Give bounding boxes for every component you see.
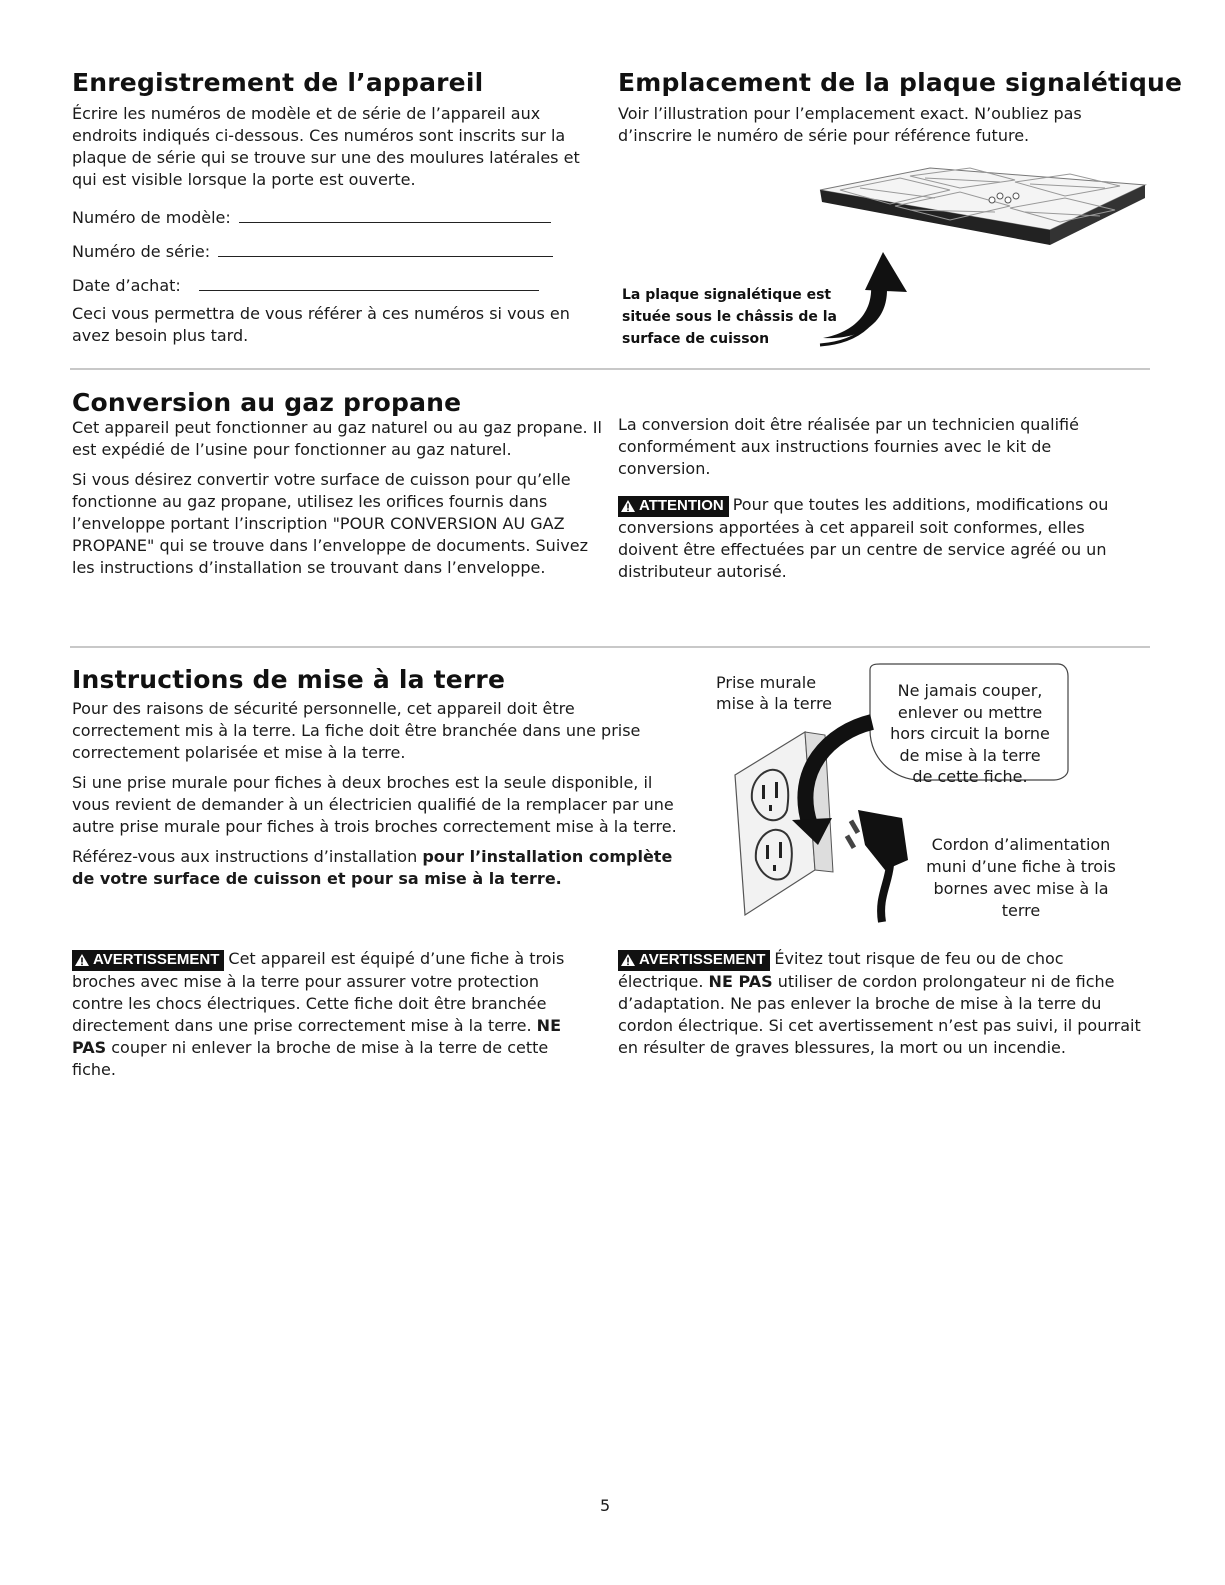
warning-left-badge — [72, 950, 224, 971]
conversion-right-para: La conversion doit être réalisée par un technicien qualifié conformément aux instructions fournies avec le kit de conversion. — [618, 415, 1079, 478]
registration-section — [72, 68, 597, 347]
warning-left-bold: NE PAS — [72, 1015, 561, 1057]
grounding-left — [72, 665, 680, 890]
grounding-para-1: Pour des raisons de sécurité personnelle, cet appareil doit être correctement mis à la terre. La fiche doit être branchée dans une prise correctement polarisée et mise à la terre. — [72, 699, 641, 762]
registration-closing: Ceci vous permettra de vous référer à ces numéros si vous en avez besoin plus tard. — [72, 304, 570, 345]
bubble-line-3: hors circuit la borne — [890, 724, 1050, 743]
callout-line-3: surface de cuisson — [622, 331, 770, 347]
conversion-title: Conversion au gaz propane — [72, 388, 462, 417]
warning-left-text-1: Cet appareil est équipé d’une fiche à trois broches avec mise à la terre pour assurer votre protection contre les chocs électriques. Cette fiche doit être branchée directement dans une prise correctement mise à la terre. — [72, 949, 565, 1035]
warning-left-text-2: couper ni enlever la broche de mise à la terre de cette fiche. — [72, 1037, 549, 1079]
warning-right-badge — [618, 950, 770, 971]
serial-number-label: Numéro de série: — [72, 242, 211, 261]
attention-badge — [618, 496, 729, 517]
warning-right — [618, 948, 1143, 1059]
bubble-line-5: de cette fiche. — [912, 767, 1028, 786]
section-divider-2 — [70, 646, 1150, 648]
attention-notice — [618, 494, 1128, 583]
warning-triangle-icon — [620, 499, 636, 513]
conversion-para-2: Si vous désirez convertir votre surface de cuisson pour qu’elle fonctionne au gaz propane, utilisez les orifices fournis dans l’enveloppe portant l’inscription "POUR CONVERSION AU GAZ PROPANE" qui se trouve dans l’enveloppe de documents. Suivez les instructions d’installation se trouvant dans l’enveloppe. — [72, 470, 588, 577]
nameplate-body: Voir l’illustration pour l’emplacement exact. N’oubliez pas d’inscrire le numéro de série pour référence future. — [618, 104, 1082, 145]
model-number-label: Numéro de modèle: — [72, 208, 231, 227]
serial-number-line[interactable] — [218, 256, 553, 257]
warning-right-label: AVERTISSEMENT — [639, 951, 766, 968]
purchase-date-field[interactable] — [72, 261, 597, 295]
cord-line-2: muni d’une fiche à trois — [926, 857, 1116, 876]
grounding-title: Instructions de mise à la terre — [72, 665, 506, 694]
warning-left — [72, 948, 592, 1081]
grounding-para-3-start: Référez-vous aux instructions d’installation — [72, 847, 423, 866]
grounding-para-3 — [72, 846, 680, 890]
warning-right-text-1: Évitez tout risque de feu ou de choc électrique. — [618, 949, 1064, 991]
callout-line-2: située sous le châssis de la — [622, 309, 837, 325]
grounding-para-2: Si une prise murale pour fiches à deux broches est la seule disponible, il vous revient de demander à un électricien qualifié de la remplacer par une autre prise murale pour fiches à trois broches correctement mise à la terre. — [72, 773, 677, 836]
bubble-line-4: de mise à la terre — [899, 745, 1041, 765]
attention-label: ATTENTION — [639, 497, 724, 514]
warning-left-label: AVERTISSEMENT — [93, 951, 220, 968]
bubble-text — [870, 680, 1070, 788]
warning-right-text-2: utiliser de cordon prolongateur ni de fiche d’adaptation. Ne pas enlever la broche de mise à la terre du cordon électrique. Si cet avertissement n’est pas suivi, il pourrait en résulter de graves blessures, la mort ou un incendie. — [618, 971, 1141, 1057]
cord-line-1: Cordon d’alimentation — [931, 835, 1111, 854]
warning-right-bold: NE PAS — [708, 971, 773, 991]
conversion-para-1: Cet appareil peut fonctionner au gaz naturel ou au gaz propane. Il est expédié de l’usine pour fonctionner au gaz naturel. — [72, 418, 602, 459]
purchase-date-line[interactable] — [199, 290, 539, 291]
model-number-field[interactable] — [72, 193, 597, 227]
outlet-label-line-1: Prise murale — [716, 673, 817, 692]
outlet-label-line-2: mise à la terre — [716, 694, 833, 713]
callout-line-1: La plaque signalétique est — [622, 287, 832, 303]
cord-label — [912, 834, 1130, 922]
grounding-para-3-bold: pour l’installation complète de votre surface de cuisson et pour sa mise à la terre. — [72, 847, 673, 888]
registration-body: Écrire les numéros de modèle et de série de l’appareil aux endroits indiqués ci-dessous. Ces numéros sont inscrits sur la plaque de série qui se trouve sur une des moulures latérales et qui est visible lorsque la porte est ouverte. — [72, 104, 580, 189]
warning-triangle-icon — [620, 953, 636, 967]
cord-line-4: terre — [1001, 901, 1041, 920]
section-divider-1 — [70, 368, 1150, 370]
nameplate-title: Emplacement de la plaque signalétique — [618, 68, 1183, 97]
attention-text: Pour que toutes les additions, modifications ou conversions apportées à cet appareil soit conformes, elles doivent être effectuées par un centre de service agréé ou un distributeur autorisé. — [618, 495, 1109, 581]
serial-number-field[interactable] — [72, 227, 597, 261]
nameplate-section — [618, 68, 1183, 147]
warning-triangle-icon — [74, 953, 90, 967]
bubble-line-1: Ne jamais couper, — [897, 681, 1043, 700]
bubble-line-2: enlever ou mettre — [897, 702, 1043, 722]
conversion-right — [618, 414, 1128, 583]
cord-line-3: bornes avec mise à la — [933, 879, 1109, 898]
page-number: 5 — [600, 1496, 611, 1515]
conversion-left — [72, 388, 602, 579]
registration-title: Enregistrement de l’appareil — [72, 68, 484, 97]
model-number-line[interactable] — [239, 222, 551, 223]
nameplate-callout — [622, 284, 862, 350]
purchase-date-label: Date d’achat: — [72, 276, 181, 295]
